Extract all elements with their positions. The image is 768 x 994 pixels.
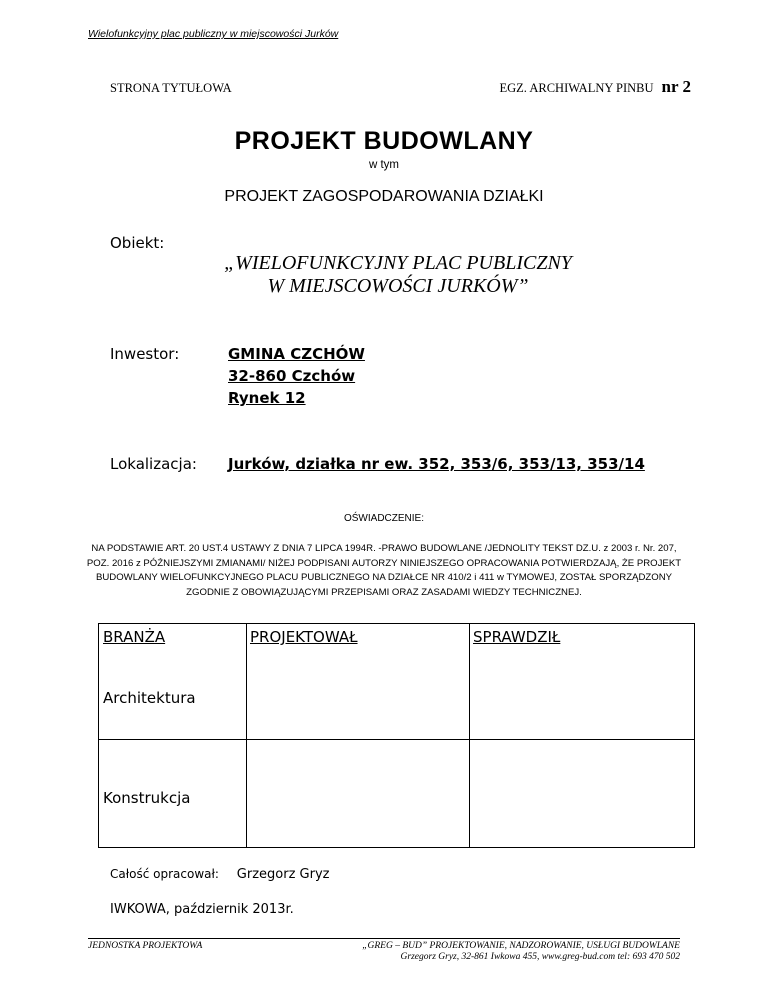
row-divider <box>99 739 694 740</box>
archive-copy-label: EGZ. ARCHIWALNY PINBU <box>499 81 654 95</box>
author-label: Całość opracował: <box>110 867 219 881</box>
header-sprawdzil: SPRAWDZIŁ <box>473 628 561 646</box>
document-title: PROJEKT BUDOWLANY <box>234 127 534 155</box>
footer-divider <box>88 938 680 939</box>
footer-company-name: „GREG – BUD” PROJEKTOWANIE, NADZOROWANIE, USŁUGI BUDOWLANE <box>362 941 680 951</box>
obiekt-label: Obiekt: <box>110 234 165 252</box>
column-divider <box>246 624 247 847</box>
inwestor-label: Inwestor: <box>110 345 180 363</box>
running-header: Wielofunkcyjny plac publiczny w miejscowości Jurków <box>88 28 339 40</box>
column-divider <box>469 624 470 847</box>
inwestor-name: GMINA CZCHÓW <box>228 345 365 363</box>
obiekt-name-line2: W MIEJSCOWOŚCI JURKÓW” <box>267 275 529 297</box>
inwestor-street: Rynek 12 <box>228 389 306 407</box>
copy-label <box>500 77 692 97</box>
title-connector: w tym <box>368 159 400 171</box>
footer-unit: JEDNOSTKA PROJEKTOWA <box>88 941 203 951</box>
author-name: Grzegorz Gryz <box>236 867 330 882</box>
row-architektura: Architektura <box>103 689 196 707</box>
document-subtitle: PROJEKT ZAGOSPODAROWANIA DZIAŁKI <box>224 188 544 205</box>
lokalizacja-label: Lokalizacja: <box>110 455 197 473</box>
inwestor-postal: 32-860 Czchów <box>228 367 356 385</box>
signature-table <box>98 623 695 848</box>
row-konstrukcja: Konstrukcja <box>103 789 191 807</box>
author-line <box>110 867 329 882</box>
copy-number: nr 2 <box>661 77 691 96</box>
statement-title: OŚWIADCZENIE: <box>343 513 424 524</box>
statement-text: NA PODSTAWIE ART. 20 UST.4 USTAWY Z DNIA 7 LIPCA 1994R. -PRAWO BUDOWLANE /JEDNOLITY TEKST DZ.U. z 2003 r. Nr. 207, POZ. 2016 z PÓŹNIEJSZYMI ZMIANAMI/ NIŻEJ PODPISANI AUTORZY NINIEJSZEGO OPRACOWANIA POTWIERDZAJĄ, ŻE PROJEKT BUDOWLANY WIELOFUNKCYJNEGO PLACU PUBLICZNEGO NA DZIAŁCE NR 410/2 i 411 w TYMOWEJ, ZOSTAŁ SPORZĄDZONY ZGODNIE Z OBOWIĄZUJĄCYMI PRZEPISAMI ORAZ ZASADAMI WIEDZY TECHNICZNEJ. <box>86 543 682 598</box>
header-projektowal: PROJEKTOWAŁ <box>250 628 358 646</box>
obiekt-name-line1: „WIELOFUNKCYJNY PLAC PUBLICZNY <box>224 252 572 274</box>
place-date: IWKOWA, październik 2013r. <box>110 902 294 917</box>
header-branza: BRANŻA <box>103 628 166 646</box>
page-type-label: STRONA TYTUŁOWA <box>110 81 232 95</box>
footer-company-contact: Grzegorz Gryz, 32-861 Iwkowa 455, www.greg-bud.com tel: 693 470 502 <box>400 952 680 962</box>
lokalizacja-value: Jurków, działka nr ew. 352, 353/6, 353/13, 353/14 <box>228 455 645 473</box>
footer-company <box>362 941 680 963</box>
